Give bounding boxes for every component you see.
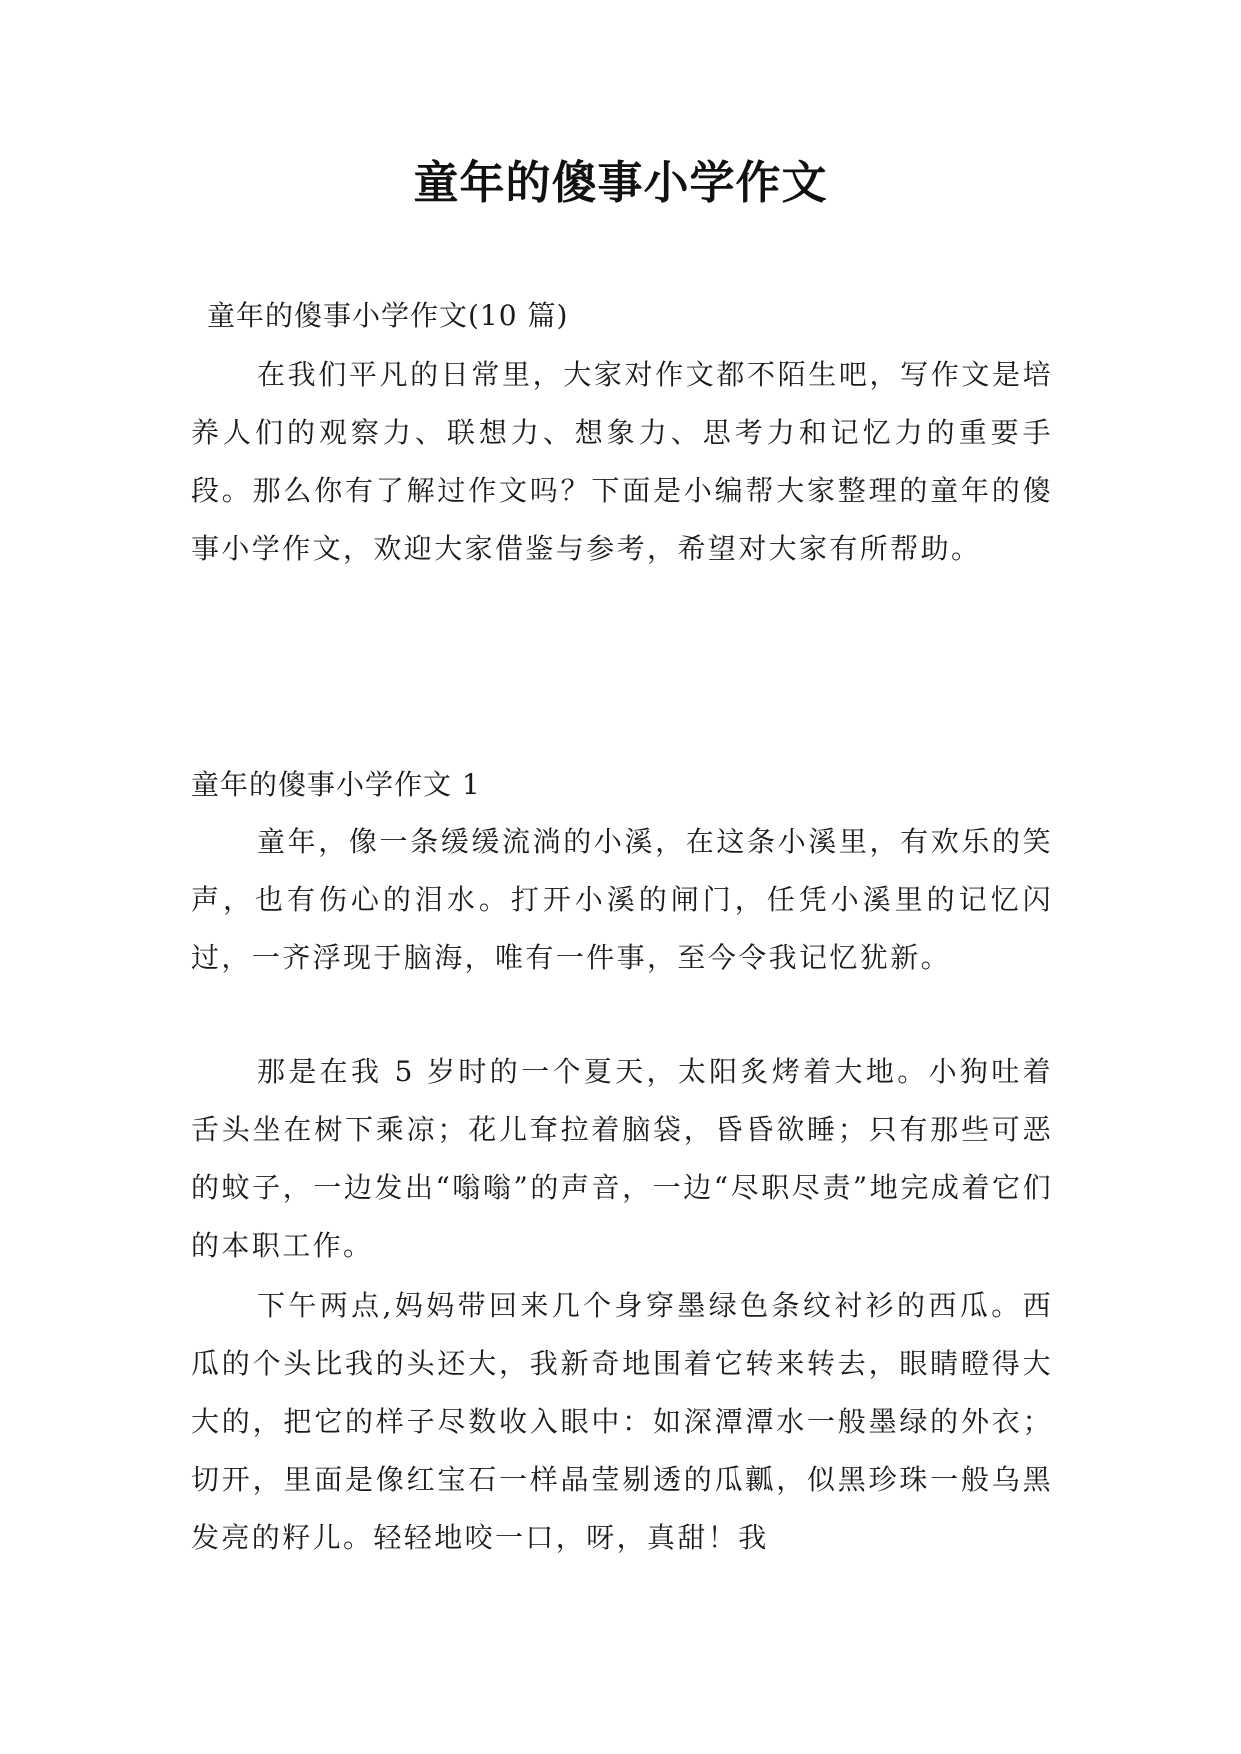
section-heading: 童年的傻事小学作文 1 [191, 768, 481, 801]
body-paragraph: 下午两点,妈妈带回来几个身穿墨绿色条纹衬衫的西瓜。西瓜的个头比我的头还大，我新奇地围着它转来转去，眼睛瞪得大大的，把它的样子尽数收入眼中：如深潭潭水一般墨绿的外衣；切开，里面是像红宝石一样晶莹剔透的瓜瓤，似黑珍珠一般乌黑发亮的籽儿。轻轻地咬一口，呀，真甜！我 [191, 1289, 1053, 1554]
body-paragraph: 那是在我 5 岁时的一个夏天，太阳炙烤着大地。小狗吐着舌头坐在树下乘凉；花儿耷拉着脑袋，昏昏欲睡；只有那些可恶的蚊子，一边发出“嗡嗡”的声音，一边“尽职尽责”地完成着它们的本职工作。 [191, 1055, 1053, 1262]
intro-paragraph: 在我们平凡的日常里，大家对作文都不陌生吧，写作文是培养人们的观察力、联想力、想象力、思考力和记忆力的重要手段。那么你有了解过作文吗？下面是小编帮大家整理的童年的傻事小学作文，欢迎大家借鉴与参考，希望对大家有所帮助。 [191, 358, 1053, 565]
document-subtitle: 童年的傻事小学作文(10 篇) [207, 299, 569, 332]
body-paragraph: 童年，像一条缓缓流淌的小溪，在这条小溪里，有欢乐的笑声，也有伤心的泪水。打开小溪的闸门，任凭小溪里的记忆闪过，一齐浮现于脑海，唯有一件事，至今令我记忆犹新。 [191, 825, 1053, 974]
page-title: 童年的傻事小学作文 [413, 156, 828, 209]
